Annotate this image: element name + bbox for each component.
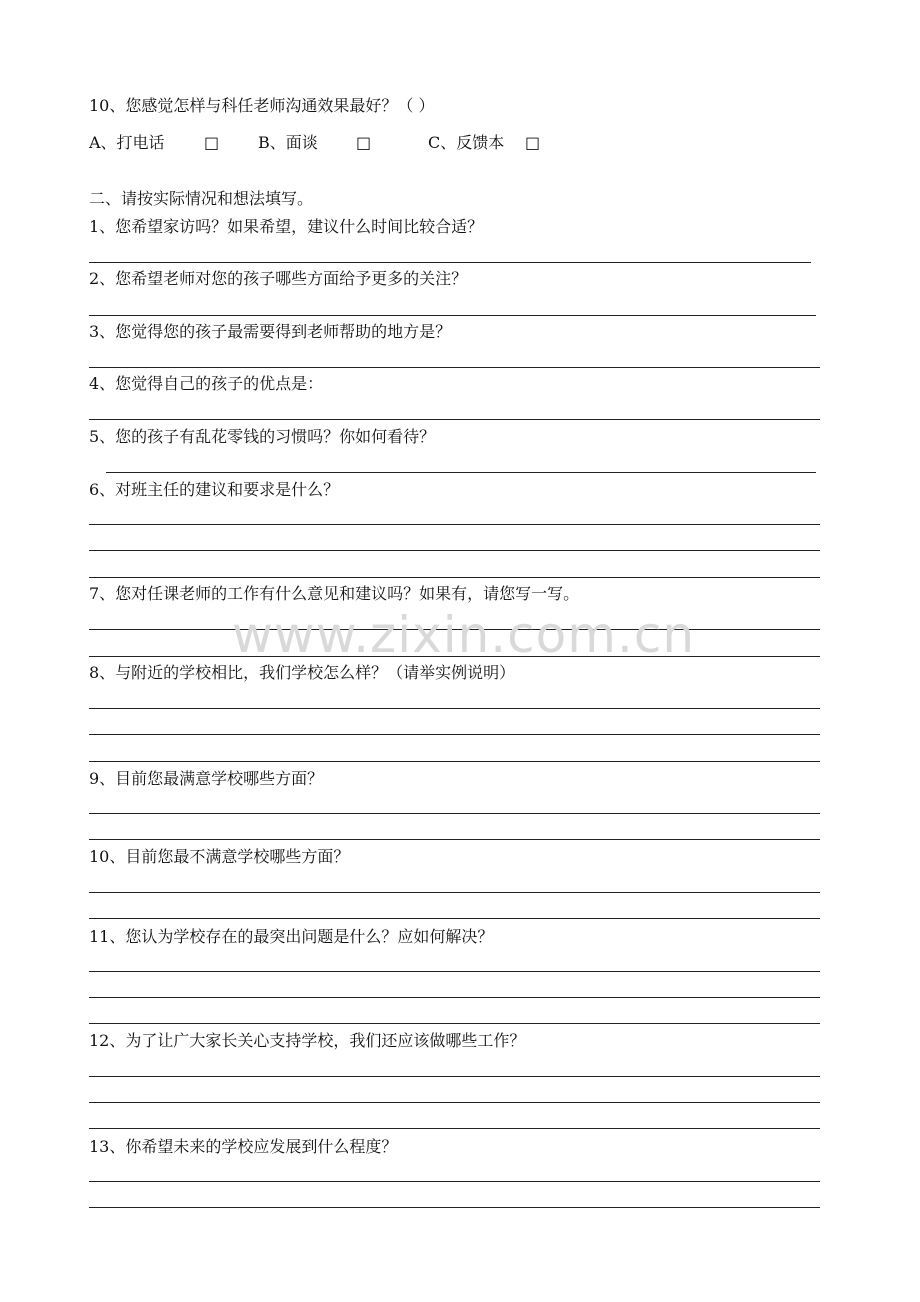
question-1: 1、您希望家访吗？如果希望，建议什么时间比较合适？	[89, 217, 484, 236]
section-2-heading: 二、请按实际情况和想法填写。	[89, 189, 314, 208]
answer-line[interactable]	[89, 708, 820, 709]
answer-line[interactable]	[106, 472, 816, 473]
option-c-label: C、反馈本	[428, 133, 505, 152]
answer-line[interactable]	[89, 524, 820, 525]
answer-line[interactable]	[89, 577, 820, 578]
answer-line[interactable]	[89, 262, 811, 263]
answer-line[interactable]	[89, 419, 820, 420]
question-10: 10、目前您最不满意学校哪些方面？	[89, 847, 350, 866]
question-12: 12、为了让广大家长关心支持学校，我们还应该做哪些工作？	[89, 1031, 526, 1050]
question-4: 4、您觉得自己的孩子的优点是：	[89, 374, 324, 393]
answer-line[interactable]	[89, 1181, 820, 1182]
question-13: 13、你希望未来的学校应发展到什么程度？	[89, 1137, 398, 1156]
question-5: 5、您的孩子有乱花零钱的习惯吗？你如何看待？	[89, 427, 436, 446]
answer-line[interactable]	[89, 1023, 820, 1024]
option-a-label: A、打电话	[89, 133, 165, 152]
option-b-label: B、面谈	[258, 133, 318, 152]
answer-line[interactable]	[89, 1128, 820, 1129]
question-11: 11、您认为学校存在的最突出问题是什么？应如何解决？	[89, 927, 494, 946]
option-b-checkbox[interactable]: □	[356, 133, 372, 152]
answer-line[interactable]	[89, 1102, 820, 1103]
question-8: 8、与附近的学校相比，我们学校怎么样？（请举实例说明）	[89, 663, 516, 682]
answer-line[interactable]	[89, 892, 820, 893]
answer-line[interactable]	[89, 971, 820, 972]
question-3: 3、您觉得您的孩子最需要得到老师帮助的地方是？	[89, 322, 452, 341]
answer-line[interactable]	[89, 1076, 820, 1077]
answer-line[interactable]	[89, 918, 820, 919]
answer-line[interactable]	[89, 813, 820, 814]
question-2: 2、您希望老师对您的孩子哪些方面给予更多的关注？	[89, 269, 468, 288]
option-c-checkbox[interactable]: □	[525, 133, 541, 152]
option-a-checkbox[interactable]: □	[204, 133, 220, 152]
answer-line[interactable]	[89, 761, 820, 762]
watermark: www.zixin.com.cn	[232, 606, 696, 664]
answer-line[interactable]	[89, 550, 820, 551]
answer-line[interactable]	[89, 315, 816, 316]
question-7: 7、您对任课老师的工作有什么意见和建议吗？如果有，请您写一写。	[89, 584, 580, 603]
question-9: 9、目前您最满意学校哪些方面？	[89, 769, 324, 788]
answer-line[interactable]	[89, 997, 820, 998]
answer-line[interactable]	[89, 1207, 820, 1208]
answer-line[interactable]	[89, 734, 820, 735]
question-6: 6、对班主任的建议和要求是什么？	[89, 480, 340, 499]
question-10-choice: 10、您感觉怎样与科任老师沟通效果最好？（ ）	[89, 96, 435, 115]
answer-line[interactable]	[89, 367, 820, 368]
answer-line[interactable]	[89, 839, 820, 840]
